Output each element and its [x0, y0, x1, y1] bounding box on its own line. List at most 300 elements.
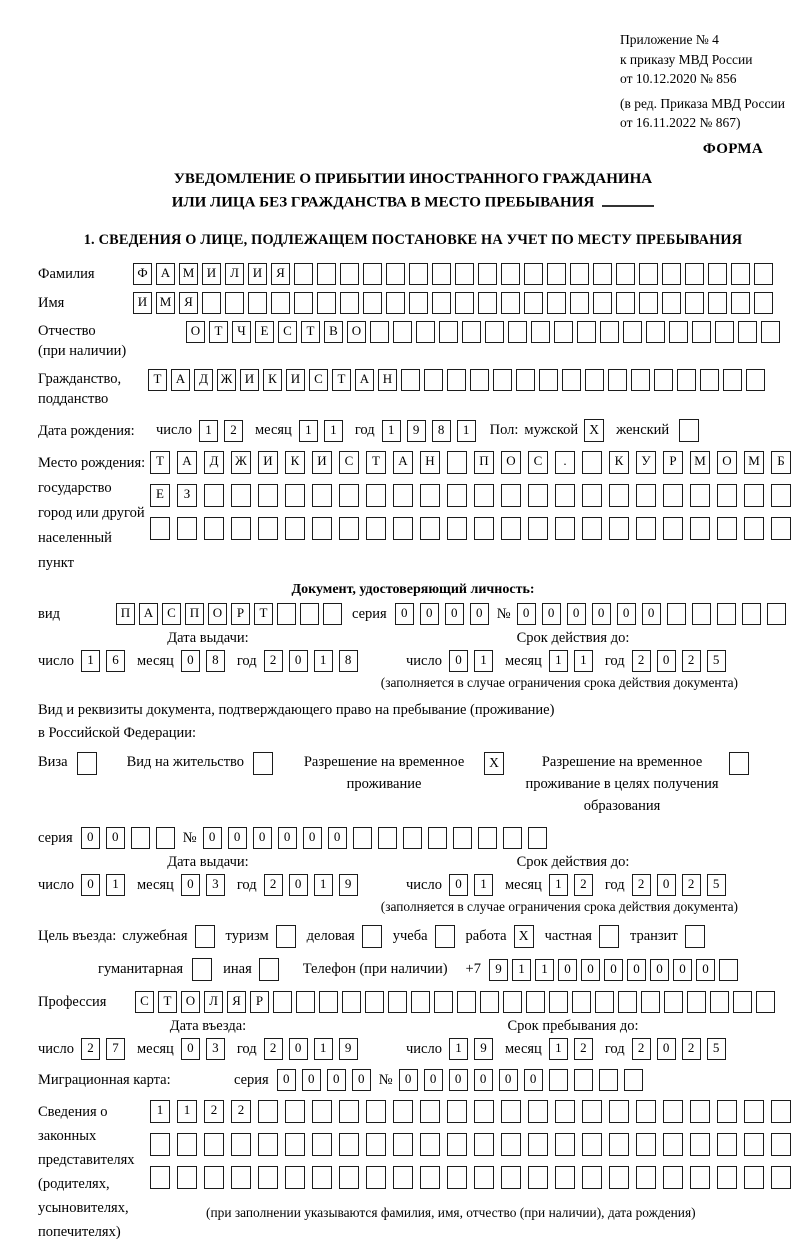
char-cell[interactable]	[177, 1133, 197, 1156]
char-cell[interactable]: 0	[289, 650, 308, 672]
char-cell[interactable]	[434, 991, 453, 1013]
char-cell[interactable]	[428, 827, 447, 849]
char-cell[interactable]	[300, 603, 319, 625]
char-cell[interactable]: 1	[81, 650, 100, 672]
char-cell[interactable]: Т	[150, 451, 170, 474]
char-cell[interactable]	[744, 1133, 764, 1156]
char-cell[interactable]: 9	[339, 1038, 358, 1060]
birth-day-cells[interactable]	[199, 420, 243, 442]
char-cell[interactable]: М	[744, 451, 764, 474]
entry-month-cells[interactable]	[181, 1038, 225, 1060]
doc-kind-cells[interactable]	[116, 603, 342, 625]
char-cell[interactable]	[393, 1133, 413, 1156]
char-cell[interactable]: 0	[399, 1069, 418, 1091]
char-cell[interactable]	[294, 263, 313, 285]
char-cell[interactable]: 3	[206, 874, 225, 896]
char-cell[interactable]: М	[690, 451, 710, 474]
char-cell[interactable]	[662, 292, 681, 314]
char-cell[interactable]	[439, 321, 458, 343]
char-cell[interactable]	[271, 292, 290, 314]
char-cell[interactable]	[700, 369, 719, 391]
char-cell[interactable]: Ч	[232, 321, 251, 343]
char-cell[interactable]: Д	[194, 369, 213, 391]
char-cell[interactable]	[363, 292, 382, 314]
char-cell[interactable]: 0	[289, 874, 308, 896]
char-cell[interactable]: Е	[255, 321, 274, 343]
char-cell[interactable]	[401, 369, 420, 391]
char-cell[interactable]	[447, 517, 467, 540]
char-cell[interactable]	[664, 991, 683, 1013]
valid-day-cells[interactable]	[449, 650, 493, 672]
char-cell[interactable]	[501, 292, 520, 314]
char-cell[interactable]	[677, 369, 696, 391]
char-cell[interactable]	[353, 827, 372, 849]
char-cell[interactable]: З	[177, 484, 197, 507]
valid-month-cells[interactable]	[549, 650, 593, 672]
char-cell[interactable]	[582, 451, 602, 474]
char-cell[interactable]: Д	[204, 451, 224, 474]
char-cell[interactable]: 3	[206, 1038, 225, 1060]
char-cell[interactable]: 0	[449, 1069, 468, 1091]
sex-female-checkbox[interactable]	[679, 419, 699, 442]
char-cell[interactable]: 6	[106, 650, 125, 672]
profession-cells[interactable]	[135, 991, 775, 1013]
char-cell[interactable]: 1	[574, 650, 593, 672]
char-cell[interactable]	[582, 517, 602, 540]
char-cell[interactable]	[366, 1100, 386, 1123]
char-cell[interactable]	[204, 1133, 224, 1156]
valid-year-cells[interactable]	[632, 650, 726, 672]
char-cell[interactable]	[717, 484, 737, 507]
char-cell[interactable]	[754, 263, 773, 285]
phone-cells[interactable]	[489, 959, 738, 981]
stay-day-cells[interactable]	[449, 1038, 493, 1060]
representatives-cells-row2[interactable]	[150, 1133, 791, 1156]
char-cell[interactable]	[663, 1133, 683, 1156]
char-cell[interactable]	[294, 292, 313, 314]
char-cell[interactable]	[317, 263, 336, 285]
char-cell[interactable]	[771, 517, 791, 540]
char-cell[interactable]	[312, 1166, 332, 1189]
char-cell[interactable]	[312, 1133, 332, 1156]
char-cell[interactable]: И	[240, 369, 259, 391]
char-cell[interactable]	[478, 292, 497, 314]
purpose-transit-checkbox[interactable]	[685, 925, 705, 948]
permit-issue-day-cells[interactable]	[81, 874, 125, 896]
given-name-cells[interactable]	[133, 292, 773, 314]
char-cell[interactable]: 2	[632, 650, 651, 672]
char-cell[interactable]: В	[324, 321, 343, 343]
char-cell[interactable]: М	[179, 263, 198, 285]
char-cell[interactable]	[204, 1166, 224, 1189]
char-cell[interactable]	[501, 1133, 521, 1156]
char-cell[interactable]	[608, 369, 627, 391]
char-cell[interactable]	[447, 1100, 467, 1123]
birth-month-cells[interactable]	[299, 420, 343, 442]
purpose-private-checkbox[interactable]	[599, 925, 619, 948]
char-cell[interactable]	[623, 321, 642, 343]
char-cell[interactable]	[692, 603, 711, 625]
char-cell[interactable]: П	[185, 603, 204, 625]
visa-checkbox[interactable]	[77, 752, 97, 775]
char-cell[interactable]	[258, 517, 278, 540]
char-cell[interactable]: .	[555, 451, 575, 474]
char-cell[interactable]	[756, 991, 775, 1013]
char-cell[interactable]	[285, 1166, 305, 1189]
char-cell[interactable]	[501, 1100, 521, 1123]
char-cell[interactable]: 0	[81, 874, 100, 896]
char-cell[interactable]: Н	[378, 369, 397, 391]
char-cell[interactable]	[474, 1100, 494, 1123]
char-cell[interactable]	[480, 991, 499, 1013]
char-cell[interactable]: И	[133, 292, 152, 314]
char-cell[interactable]	[131, 827, 150, 849]
char-cell[interactable]	[447, 369, 466, 391]
char-cell[interactable]	[177, 517, 197, 540]
char-cell[interactable]: 0	[604, 959, 623, 981]
char-cell[interactable]: 1	[314, 650, 333, 672]
char-cell[interactable]: О	[186, 321, 205, 343]
permit-series-cells[interactable]	[81, 827, 175, 849]
char-cell[interactable]: 1	[474, 874, 493, 896]
char-cell[interactable]: Р	[250, 991, 269, 1013]
char-cell[interactable]: С	[135, 991, 154, 1013]
char-cell[interactable]	[738, 321, 757, 343]
char-cell[interactable]: 1	[535, 959, 554, 981]
char-cell[interactable]	[312, 1100, 332, 1123]
char-cell[interactable]	[685, 292, 704, 314]
char-cell[interactable]: 9	[407, 420, 426, 442]
char-cell[interactable]	[388, 991, 407, 1013]
permit-issue-month-cells[interactable]	[181, 874, 225, 896]
char-cell[interactable]	[528, 1100, 548, 1123]
char-cell[interactable]	[447, 451, 467, 474]
char-cell[interactable]: 0	[499, 1069, 518, 1091]
representatives-cells-row3[interactable]	[150, 1166, 791, 1189]
char-cell[interactable]: 2	[574, 1038, 593, 1060]
char-cell[interactable]	[669, 321, 688, 343]
char-cell[interactable]	[717, 1133, 737, 1156]
permit-number-cells[interactable]	[203, 827, 547, 849]
char-cell[interactable]: С	[339, 451, 359, 474]
char-cell[interactable]	[582, 484, 602, 507]
char-cell[interactable]	[554, 321, 573, 343]
char-cell[interactable]: И	[286, 369, 305, 391]
char-cell[interactable]: 0	[253, 827, 272, 849]
char-cell[interactable]	[717, 517, 737, 540]
char-cell[interactable]	[285, 517, 305, 540]
char-cell[interactable]: 8	[432, 420, 451, 442]
char-cell[interactable]	[474, 1166, 494, 1189]
char-cell[interactable]: Л	[225, 263, 244, 285]
char-cell[interactable]	[744, 484, 764, 507]
char-cell[interactable]: 0	[106, 827, 125, 849]
char-cell[interactable]: Я	[271, 263, 290, 285]
char-cell[interactable]	[618, 991, 637, 1013]
char-cell[interactable]: И	[248, 263, 267, 285]
char-cell[interactable]	[470, 369, 489, 391]
char-cell[interactable]: 0	[617, 603, 636, 625]
char-cell[interactable]	[744, 517, 764, 540]
char-cell[interactable]: 0	[277, 1069, 296, 1091]
char-cell[interactable]: 0	[302, 1069, 321, 1091]
char-cell[interactable]	[204, 517, 224, 540]
char-cell[interactable]	[501, 517, 521, 540]
char-cell[interactable]: 0	[449, 874, 468, 896]
purpose-business-checkbox[interactable]	[362, 925, 382, 948]
char-cell[interactable]	[616, 292, 635, 314]
char-cell[interactable]: 0	[181, 1038, 200, 1060]
char-cell[interactable]	[609, 484, 629, 507]
char-cell[interactable]: 0	[581, 959, 600, 981]
char-cell[interactable]: Т	[301, 321, 320, 343]
doc-number-cells[interactable]	[517, 603, 786, 625]
char-cell[interactable]	[501, 484, 521, 507]
char-cell[interactable]	[574, 1069, 593, 1091]
char-cell[interactable]: 1	[314, 874, 333, 896]
char-cell[interactable]	[570, 263, 589, 285]
char-cell[interactable]	[593, 292, 612, 314]
char-cell[interactable]: А	[177, 451, 197, 474]
char-cell[interactable]	[447, 1166, 467, 1189]
char-cell[interactable]	[453, 827, 472, 849]
char-cell[interactable]	[432, 263, 451, 285]
char-cell[interactable]	[285, 1100, 305, 1123]
char-cell[interactable]	[455, 292, 474, 314]
char-cell[interactable]: С	[162, 603, 181, 625]
char-cell[interactable]: 1	[314, 1038, 333, 1060]
char-cell[interactable]	[754, 292, 773, 314]
char-cell[interactable]	[474, 1133, 494, 1156]
char-cell[interactable]: Р	[231, 603, 250, 625]
char-cell[interactable]	[744, 1166, 764, 1189]
char-cell[interactable]	[582, 1100, 602, 1123]
char-cell[interactable]	[312, 484, 332, 507]
char-cell[interactable]: 9	[474, 1038, 493, 1060]
char-cell[interactable]	[595, 991, 614, 1013]
char-cell[interactable]: 1	[474, 650, 493, 672]
purpose-official-checkbox[interactable]	[195, 925, 215, 948]
char-cell[interactable]	[639, 292, 658, 314]
char-cell[interactable]	[636, 1166, 656, 1189]
char-cell[interactable]	[524, 263, 543, 285]
char-cell[interactable]	[663, 1100, 683, 1123]
char-cell[interactable]: Т	[254, 603, 273, 625]
char-cell[interactable]	[420, 1133, 440, 1156]
char-cell[interactable]: А	[156, 263, 175, 285]
char-cell[interactable]	[501, 263, 520, 285]
char-cell[interactable]	[393, 517, 413, 540]
char-cell[interactable]	[508, 321, 527, 343]
char-cell[interactable]: 1	[549, 1038, 568, 1060]
char-cell[interactable]	[339, 1166, 359, 1189]
char-cell[interactable]: 0	[627, 959, 646, 981]
char-cell[interactable]	[366, 1166, 386, 1189]
char-cell[interactable]	[731, 292, 750, 314]
char-cell[interactable]: 0	[449, 650, 468, 672]
char-cell[interactable]	[609, 1166, 629, 1189]
char-cell[interactable]	[420, 1166, 440, 1189]
char-cell[interactable]: 0	[420, 603, 439, 625]
char-cell[interactable]	[319, 991, 338, 1013]
char-cell[interactable]: 8	[206, 650, 225, 672]
char-cell[interactable]	[342, 991, 361, 1013]
migration-number-cells[interactable]	[399, 1069, 643, 1091]
char-cell[interactable]: 0	[642, 603, 661, 625]
char-cell[interactable]: 1	[150, 1100, 170, 1123]
char-cell[interactable]	[767, 603, 786, 625]
char-cell[interactable]	[409, 263, 428, 285]
char-cell[interactable]: О	[208, 603, 227, 625]
char-cell[interactable]	[339, 484, 359, 507]
char-cell[interactable]	[690, 517, 710, 540]
char-cell[interactable]	[662, 263, 681, 285]
char-cell[interactable]	[516, 369, 535, 391]
char-cell[interactable]	[231, 484, 251, 507]
issue-year-cells[interactable]	[264, 650, 358, 672]
char-cell[interactable]	[150, 1166, 170, 1189]
char-cell[interactable]: 2	[204, 1100, 224, 1123]
char-cell[interactable]: 2	[682, 650, 701, 672]
char-cell[interactable]	[202, 292, 221, 314]
char-cell[interactable]: 1	[106, 874, 125, 896]
char-cell[interactable]	[528, 484, 548, 507]
entry-year-cells[interactable]	[264, 1038, 358, 1060]
char-cell[interactable]	[420, 484, 440, 507]
char-cell[interactable]	[641, 991, 660, 1013]
char-cell[interactable]	[524, 292, 543, 314]
char-cell[interactable]: Т	[332, 369, 351, 391]
char-cell[interactable]: 1	[199, 420, 218, 442]
char-cell[interactable]: А	[355, 369, 374, 391]
char-cell[interactable]	[420, 1100, 440, 1123]
char-cell[interactable]: Т	[158, 991, 177, 1013]
char-cell[interactable]	[555, 1166, 575, 1189]
char-cell[interactable]: К	[285, 451, 305, 474]
char-cell[interactable]	[663, 1166, 683, 1189]
char-cell[interactable]	[177, 1166, 197, 1189]
char-cell[interactable]: И	[202, 263, 221, 285]
char-cell[interactable]	[526, 991, 545, 1013]
char-cell[interactable]	[539, 369, 558, 391]
char-cell[interactable]: 0	[517, 603, 536, 625]
representatives-cells-row1[interactable]	[150, 1100, 791, 1123]
char-cell[interactable]	[531, 321, 550, 343]
birth-place-cells-row2[interactable]	[150, 484, 791, 507]
char-cell[interactable]	[478, 827, 497, 849]
char-cell[interactable]	[285, 484, 305, 507]
char-cell[interactable]: 0	[181, 650, 200, 672]
char-cell[interactable]	[616, 263, 635, 285]
char-cell[interactable]	[577, 321, 596, 343]
char-cell[interactable]	[366, 484, 386, 507]
char-cell[interactable]	[685, 263, 704, 285]
char-cell[interactable]	[624, 1069, 643, 1091]
char-cell[interactable]	[474, 484, 494, 507]
char-cell[interactable]: 0	[673, 959, 692, 981]
char-cell[interactable]	[771, 1133, 791, 1156]
char-cell[interactable]: Т	[148, 369, 167, 391]
char-cell[interactable]: 2	[264, 1038, 283, 1060]
char-cell[interactable]	[340, 263, 359, 285]
char-cell[interactable]	[631, 369, 650, 391]
char-cell[interactable]: 0	[558, 959, 577, 981]
char-cell[interactable]: С	[309, 369, 328, 391]
char-cell[interactable]	[366, 517, 386, 540]
char-cell[interactable]: 2	[682, 874, 701, 896]
char-cell[interactable]	[403, 827, 422, 849]
char-cell[interactable]: 2	[264, 874, 283, 896]
doc-series-cells[interactable]	[395, 603, 489, 625]
char-cell[interactable]: 1	[449, 1038, 468, 1060]
char-cell[interactable]	[547, 263, 566, 285]
char-cell[interactable]	[258, 484, 278, 507]
char-cell[interactable]: С	[528, 451, 548, 474]
char-cell[interactable]	[386, 292, 405, 314]
char-cell[interactable]	[366, 1133, 386, 1156]
char-cell[interactable]	[528, 1133, 548, 1156]
char-cell[interactable]	[457, 991, 476, 1013]
char-cell[interactable]: 0	[203, 827, 222, 849]
char-cell[interactable]	[715, 321, 734, 343]
char-cell[interactable]	[609, 1133, 629, 1156]
char-cell[interactable]: 0	[657, 650, 676, 672]
char-cell[interactable]	[708, 263, 727, 285]
char-cell[interactable]	[150, 517, 170, 540]
char-cell[interactable]	[411, 991, 430, 1013]
char-cell[interactable]: О	[501, 451, 521, 474]
char-cell[interactable]: О	[347, 321, 366, 343]
purpose-work-checkbox[interactable]: X	[514, 925, 534, 948]
char-cell[interactable]: 9	[489, 959, 508, 981]
char-cell[interactable]	[547, 292, 566, 314]
char-cell[interactable]	[285, 1133, 305, 1156]
char-cell[interactable]: А	[171, 369, 190, 391]
char-cell[interactable]	[690, 1133, 710, 1156]
char-cell[interactable]: О	[717, 451, 737, 474]
char-cell[interactable]	[393, 484, 413, 507]
migration-series-cells[interactable]	[277, 1069, 371, 1091]
char-cell[interactable]: С	[278, 321, 297, 343]
char-cell[interactable]	[572, 991, 591, 1013]
issue-month-cells[interactable]	[181, 650, 225, 672]
char-cell[interactable]	[501, 1166, 521, 1189]
char-cell[interactable]: Ж	[231, 451, 251, 474]
char-cell[interactable]	[646, 321, 665, 343]
char-cell[interactable]: Л	[204, 991, 223, 1013]
char-cell[interactable]: 0	[289, 1038, 308, 1060]
char-cell[interactable]	[744, 1100, 764, 1123]
char-cell[interactable]	[771, 484, 791, 507]
char-cell[interactable]	[582, 1166, 602, 1189]
char-cell[interactable]: 1	[177, 1100, 197, 1123]
char-cell[interactable]	[555, 517, 575, 540]
char-cell[interactable]	[340, 292, 359, 314]
patronymic-cells[interactable]	[186, 321, 780, 343]
char-cell[interactable]	[231, 517, 251, 540]
char-cell[interactable]: 0	[352, 1069, 371, 1091]
char-cell[interactable]: 7	[106, 1038, 125, 1060]
char-cell[interactable]	[771, 1100, 791, 1123]
char-cell[interactable]	[636, 1100, 656, 1123]
char-cell[interactable]	[599, 1069, 618, 1091]
char-cell[interactable]	[609, 517, 629, 540]
char-cell[interactable]	[150, 1133, 170, 1156]
char-cell[interactable]	[570, 292, 589, 314]
stay-year-cells[interactable]	[632, 1038, 726, 1060]
char-cell[interactable]: 0	[303, 827, 322, 849]
char-cell[interactable]	[636, 517, 656, 540]
